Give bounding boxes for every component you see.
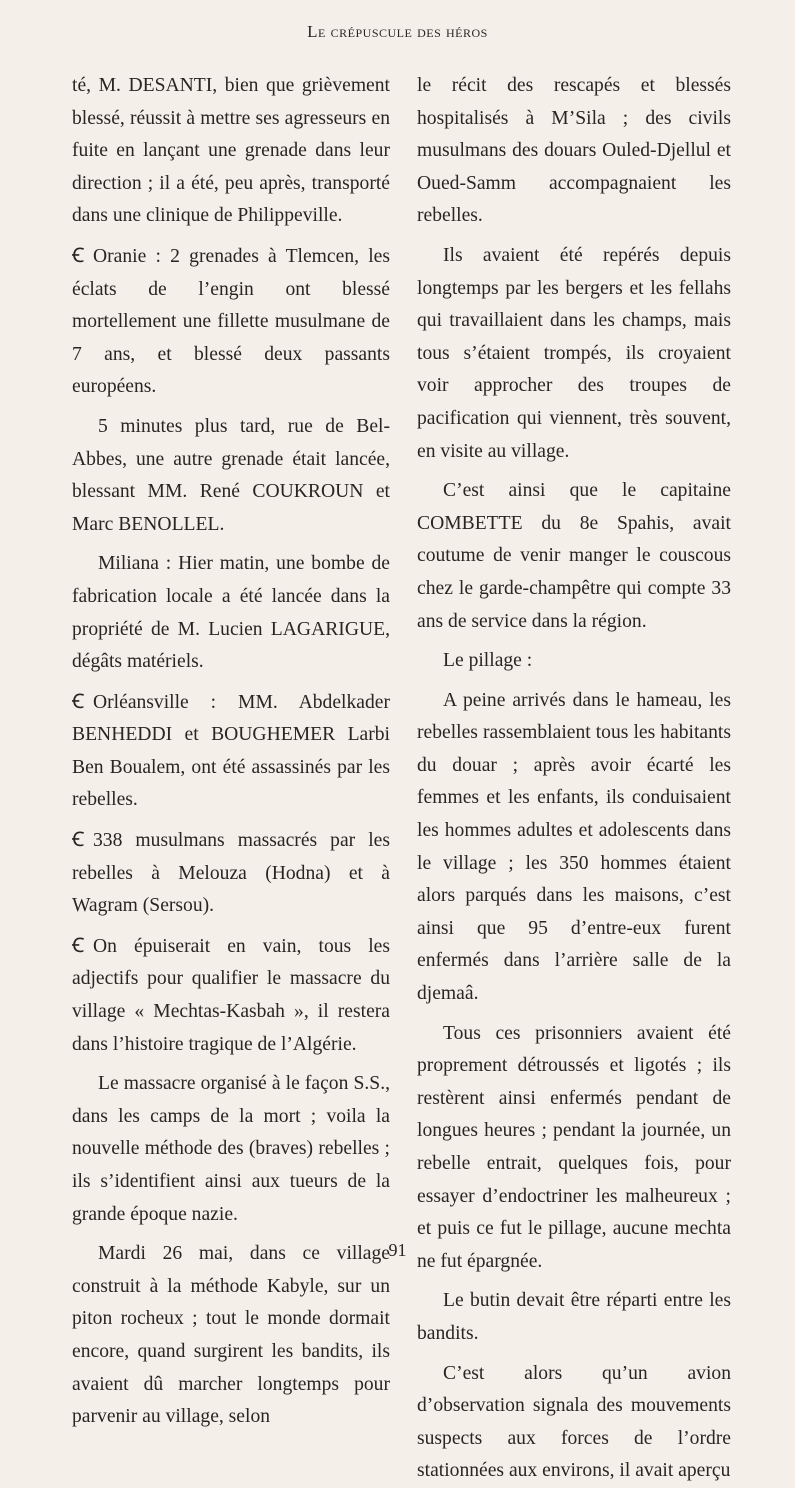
paragraph [72,824,390,923]
page-number: 91 [388,1240,407,1260]
paragraph [72,548,390,678]
bullet-icon: Ꞓ [72,244,85,267]
paragraph-text: té, M. DESANTI, bien que grièvement blessé, réussit à mettre ses agresseurs en fuite en lançant une grenade dans leur direction ; il a été, peu après, transporté dans une clinique de Philippeville. [72,75,390,227]
paragraph-text: le récit des rescapés et blessés hospitalisés à M’Sila ; des civils musulmans des douars Ouled-Djellul et Oued-Samm accompagnaient les rebelles. [417,75,731,227]
paragraph-text: Orléansville : MM. Abdelkader BENHEDDI et BOUGHEMER Larbi Ben Boualem, ont été assassinés par les rebelles. [72,691,390,811]
paragraph-text: Miliana : Hier matin, une bombe de fabrication locale a été lancée dans la propriété de M. Lucien LAGARIGUE, dégâts matériels. [72,553,390,673]
paragraph [417,70,731,233]
left-column [72,70,390,1434]
running-header: Le crépuscule des héros [307,22,488,41]
paragraph-text: Le pillage : [443,650,533,672]
bullet-icon: Ꞓ [72,934,85,957]
paragraph-text: C’est alors qu’un avion d’observation signala des mouvements suspects aux forces de l’ordre stationnées aux environs, il avait aperçu [417,1362,731,1482]
paragraph-text: Le massacre organisé à le façon S.S., dans les camps de la mort ; voila la nouvelle méthode des (braves) rebelles ; ils s’identifient ainsi aux tueurs de la grande époque nazie. [72,1073,390,1225]
paragraph-text: Oranie : 2 grenades à Tlemcen, les éclats de l’engin ont blessé mortellement une fillette musulmane de 7 ans, et blessé deux passants européens. [72,245,390,398]
paragraph [72,1068,390,1231]
paragraph [417,475,731,638]
paragraph-text: C’est ainsi que le capitaine COMBETTE du 8e Spahis, avait coutume de venir manger le couscous chez le garde-champêtre qui compte 33 ans de service dans la région. [417,480,731,632]
paragraph-text: Tous ces prisonniers avaient été proprement détroussés et ligotés ; ils restèrent ainsi enfermés pendant de longues heures ; pendant la journée, un rebelle entrait, quelques fois, pour essayer d’endoctriner les malheureux ; et puis ce fut le pillage, aucune mechta ne fut épargnée. [417,1022,731,1272]
paragraph [417,1285,731,1350]
bullet-icon: Ꞓ [72,829,85,852]
paragraph [72,1238,390,1434]
paragraph-text: 338 musulmans massacrés par les rebelles à Melouza (Hodna) et à Wagram (Sersou). [72,830,390,917]
paragraph [72,686,390,817]
right-column [417,70,731,1488]
bullet-icon: Ꞓ [72,690,85,713]
paragraph-text: Le butin devait être réparti entre les bandits. [417,1290,731,1344]
paragraph-text: Ils avaient été repérés depuis longtemps par les bergers et les fellahs qui travaillaient dans les champs, mais tous s’étaient trompés, ils croyaient voir approcher des troupes de pacification qui viennent, très souvent, en visite au village. [417,244,731,462]
paragraph-text: Mardi 26 mai, dans ce village construit à la méthode Kabyle, sur un piton rocheux ; tout le monde dormait encore, quand surgirent les bandits, ils avaient dû marcher longtemps pour parvenir au village, selon [72,1243,390,1428]
paragraph [417,685,731,1011]
paragraph [72,411,390,541]
paragraph-text: A peine arrivés dans le hameau, les rebelles rassemblaient tous les habitants du douar ; après avoir écarté les femmes et les enfants, ils conduisaient les hommes adultes et adolescents dans le village ; les 350 hommes étaient alors parqués dans les maisons, c’est ainsi que 95 d’entre-eux furent enfermés dans l’arrière salle de la djemaâ. [417,689,731,1005]
paragraph-text: On épuiserait en vain, tous les adjectifs pour qualifier le massacre du village « Mechtas-Kasbah », il restera dans l’histoire tragique de l’Algérie. [72,935,390,1055]
paragraph [417,1358,731,1488]
paragraph-text: 5 minutes plus tard, rue de Bel-Abbes, une autre grenade était lancée, blessant MM. René COUKROUN et Marc BENOLLEL. [72,415,390,535]
paragraph [417,645,731,678]
paragraph [72,930,390,1061]
paragraph [417,240,731,468]
paragraph [72,70,390,233]
paragraph [72,240,390,404]
